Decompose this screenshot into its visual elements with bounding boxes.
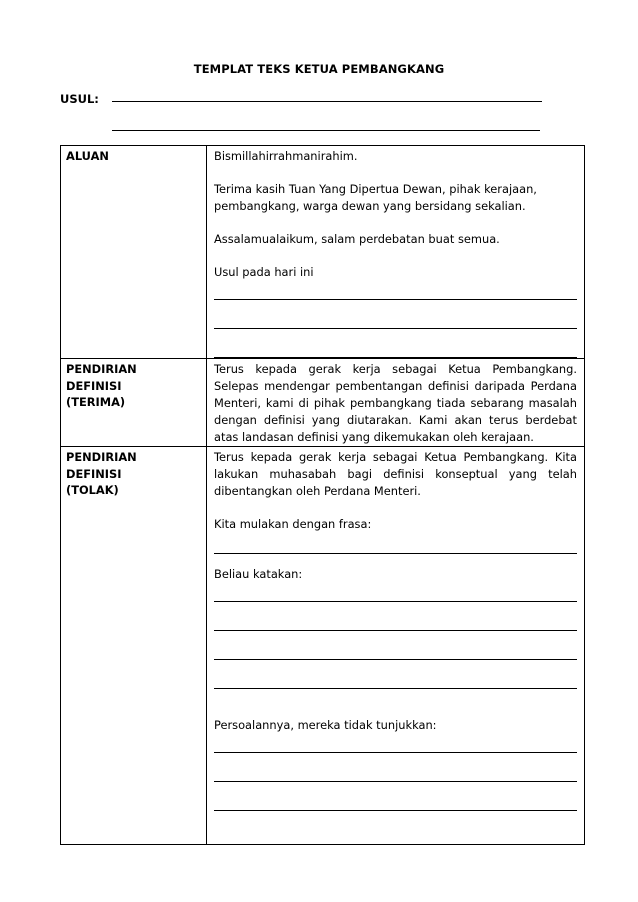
blank-line[interactable] <box>214 328 577 329</box>
blank-line[interactable] <box>214 601 577 602</box>
table-row-terima <box>61 359 585 447</box>
row-label-line: PENDIRIAN <box>66 450 137 464</box>
row-content <box>207 447 585 845</box>
usul-label: USUL: <box>60 92 99 106</box>
template-table <box>60 145 585 845</box>
row-label-line: DEFINISI <box>66 378 122 393</box>
blank-line[interactable] <box>214 781 577 782</box>
paragraph: Persoalannya, mereka tidak tunjukkan: <box>214 718 437 732</box>
row-label-line: (TOLAK) <box>66 483 119 497</box>
usul-blank-line-2[interactable] <box>112 130 540 131</box>
blank-line[interactable] <box>214 299 577 300</box>
paragraph: Kita mulakan dengan frasa: <box>214 517 372 531</box>
paragraph: Assalamualaikum, salam perdebatan buat semua. <box>214 232 500 246</box>
blank-line[interactable] <box>214 810 577 811</box>
blank-line[interactable] <box>214 553 577 554</box>
row-content <box>207 359 585 447</box>
row-label-line: DEFINISI <box>66 466 122 481</box>
paragraph: Terus kepada gerak kerja sebagai Ketua Pembangkang. Kita lakukan muhasabah bagi definisi konseptual yang telah dibentangkan oleh Perdana Menteri. <box>214 450 577 498</box>
paragraph: Beliau katakan: <box>214 567 303 581</box>
paragraph: Bismillahirrahmanirahim. <box>214 149 358 163</box>
blank-line[interactable] <box>214 752 577 753</box>
row-label <box>61 359 207 447</box>
paragraph: Usul pada hari ini <box>214 265 314 279</box>
row-label <box>61 447 207 845</box>
usul-blank-line-1[interactable] <box>112 101 542 102</box>
page-title: TEMPLAT TEKS KETUA PEMBANGKANG <box>193 62 445 76</box>
row-content <box>207 146 585 359</box>
blank-line[interactable] <box>214 688 577 689</box>
table-row-tolak <box>61 447 585 845</box>
blank-line[interactable] <box>214 659 577 660</box>
table-row-aluan <box>61 146 585 359</box>
row-label-text: ALUAN <box>66 149 109 163</box>
blank-line[interactable] <box>214 630 577 631</box>
row-label-line: (TERIMA) <box>66 395 126 409</box>
row-label-line: PENDIRIAN <box>66 362 137 376</box>
row-label <box>61 146 207 359</box>
paragraph: Terus kepada gerak kerja sebagai Ketua Pembangkang. Selepas mendengar pembentangan definisi daripada Perdana Menteri, kami di pihak pembangkang tiada sebarang masalah dengan definisi yang diutarakan. Kami akan terus berdebat atas landasan definisi yang dikemukakan oleh kerajaan. <box>214 362 577 444</box>
paragraph: Terima kasih Tuan Yang Dipertua Dewan, pihak kerajaan, pembangkang, warga dewan yang bersidang sekalian. <box>214 182 537 213</box>
